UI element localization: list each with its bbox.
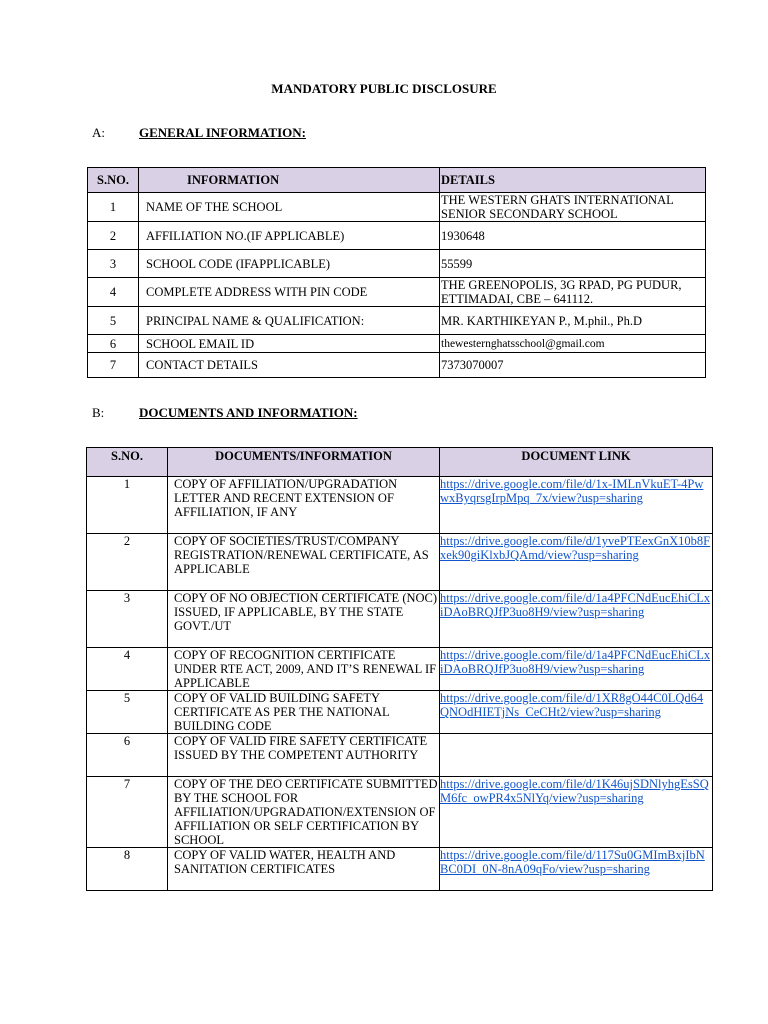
row-document-info: COPY OF VALID WATER, HEALTH AND SANITATION CERTIFICATES — [168, 848, 440, 891]
header-information: INFORMATION — [139, 168, 440, 193]
table-row — [87, 848, 713, 891]
row-sno: 6 — [88, 335, 139, 353]
row-information: COMPLETE ADDRESS WITH PIN CODE — [139, 278, 440, 307]
row-document-link-cell — [440, 591, 713, 648]
header-sno: S.NO. — [88, 168, 139, 193]
table-row — [87, 777, 713, 848]
table-row — [87, 648, 713, 691]
row-details: THE WESTERN GHATS INTERNATIONAL SENIOR SECONDARY SCHOOL — [440, 193, 706, 222]
row-document-info: COPY OF SOCIETIES/TRUST/COMPANY REGISTRATION/RENEWAL CERTIFICATE, AS APPLICABLE — [168, 534, 440, 591]
row-details: MR. KARTHIKEYAN P., M.phil., Ph.D — [440, 307, 706, 335]
row-information: PRINCIPAL NAME & QUALIFICATION: — [139, 307, 440, 335]
row-sno: 4 — [88, 278, 139, 307]
table-row — [88, 353, 706, 378]
header-documents-information: DOCUMENTS/INFORMATION — [168, 448, 440, 477]
section-a-heading — [92, 125, 392, 141]
table-row — [88, 250, 706, 278]
section-b-title: DOCUMENTS AND INFORMATION: — [139, 405, 358, 420]
row-document-link-cell — [440, 734, 713, 777]
row-details: 55599 — [440, 250, 706, 278]
row-sno: 3 — [87, 591, 168, 648]
row-sno: 7 — [88, 353, 139, 378]
table-row — [87, 691, 713, 734]
row-information: AFFILIATION NO.(IF APPLICABLE) — [139, 222, 440, 250]
table-row — [87, 591, 713, 648]
row-document-info: COPY OF RECOGNITION CERTIFICATE UNDER RTE ACT, 2009, AND IT’S RENEWAL IF APPLICABLE — [168, 648, 440, 691]
table-row — [88, 222, 706, 250]
document-link[interactable]: https://drive.google.com/file/d/117Su0GMImBxjIbNBC0DI_0N-8nA09qFo/view?usp=sharing — [440, 848, 705, 876]
row-sno: 1 — [88, 193, 139, 222]
table-row — [88, 335, 706, 353]
row-sno: 8 — [87, 848, 168, 891]
document-link[interactable]: https://drive.google.com/file/d/1K46ujSDNlyhgEsSQM6fc_owPR4x5NlYq/view?usp=sharing — [440, 777, 709, 805]
row-document-link-cell — [440, 691, 713, 734]
document-link[interactable]: https://drive.google.com/file/d/1XR8gO44C0LQd64QNOdHIETjNs_CeCHt2/view?usp=sharing — [440, 691, 704, 719]
table-header-row — [87, 448, 713, 477]
row-sno: 2 — [88, 222, 139, 250]
header-sno: S.NO. — [87, 448, 168, 477]
document-link[interactable]: https://drive.google.com/file/d/1a4PFCNdEucEhiCLxiDAoBRQJfP3uo8H9/view?usp=sharing — [440, 648, 711, 676]
row-document-link-cell — [440, 848, 713, 891]
section-b-heading — [92, 405, 412, 421]
row-information: CONTACT DETAILS — [139, 353, 440, 378]
row-sno: 6 — [87, 734, 168, 777]
row-sno: 7 — [87, 777, 168, 848]
row-sno: 4 — [87, 648, 168, 691]
row-sno: 3 — [88, 250, 139, 278]
table-row — [88, 307, 706, 335]
row-sno: 2 — [87, 534, 168, 591]
row-document-link-cell — [440, 534, 713, 591]
header-document-link: DOCUMENT LINK — [440, 448, 713, 477]
table-header-row — [88, 168, 706, 193]
row-document-info: COPY OF AFFILIATION/UPGRADATION LETTER AND RECENT EXTENSION OF AFFILIATION, IF ANY — [168, 477, 440, 534]
document-link[interactable]: https://drive.google.com/file/d/1a4PFCNdEucEhiCLxiDAoBRQJfP3uo8H9/view?usp=sharing — [440, 591, 711, 619]
row-information: SCHOOL CODE (IFAPPLICABLE) — [139, 250, 440, 278]
row-details: 1930648 — [440, 222, 706, 250]
row-document-info: COPY OF NO OBJECTION CERTIFICATE (NOC) ISSUED, IF APPLICABLE, BY THE STATE GOVT./UT — [168, 591, 440, 648]
row-document-info: COPY OF THE DEO CERTIFICATE SUBMITTED BY THE SCHOOL FOR AFFILIATION/UPGRADATION/EXTENSION OF AFFILIATION OR SELF CERTIFICATION BY SCHOOL — [168, 777, 440, 848]
row-details: THE GREENOPOLIS, 3G RPAD, PG PUDUR, ETTIMADAI, CBE – 641112. — [440, 278, 706, 307]
row-document-link-cell — [440, 648, 713, 691]
section-a-title: GENERAL INFORMATION: — [139, 125, 306, 140]
documents-table — [86, 447, 713, 891]
table-row — [87, 477, 713, 534]
row-document-info: COPY OF VALID BUILDING SAFETY CERTIFICATE AS PER THE NATIONAL BUILDING CODE — [168, 691, 440, 734]
row-document-link-cell — [440, 777, 713, 848]
row-details: 7373070007 — [440, 353, 706, 378]
row-document-info: COPY OF VALID FIRE SAFETY CERTIFICATE ISSUED BY THE COMPETENT AUTHORITY — [168, 734, 440, 777]
table-row — [88, 193, 706, 222]
header-details: DETAILS — [440, 168, 706, 193]
section-a-letter: A: — [92, 125, 105, 140]
row-sno: 5 — [87, 691, 168, 734]
row-information: SCHOOL EMAIL ID — [139, 335, 440, 353]
section-b-letter: B: — [92, 405, 105, 420]
document-link[interactable]: https://drive.google.com/file/d/1yvePTEexGnX10b8Fxek90giKlxbJQAmd/view?usp=sharing — [440, 534, 711, 562]
general-information-table — [87, 167, 706, 378]
table-row — [87, 534, 713, 591]
row-document-link-cell — [440, 477, 713, 534]
table-row — [88, 278, 706, 307]
row-information: NAME OF THE SCHOOL — [139, 193, 440, 222]
table-row — [87, 734, 713, 777]
row-sno: 1 — [87, 477, 168, 534]
row-sno: 5 — [88, 307, 139, 335]
row-details: thewesternghatsschool@gmail.com — [440, 335, 706, 353]
page-title: MANDATORY PUBLIC DISCLOSURE — [271, 81, 497, 96]
document-link[interactable]: https://drive.google.com/file/d/1x-IMLnVkuET-4PwwxByqrsgIrpMpq_7x/view?usp=sharing — [440, 477, 704, 505]
